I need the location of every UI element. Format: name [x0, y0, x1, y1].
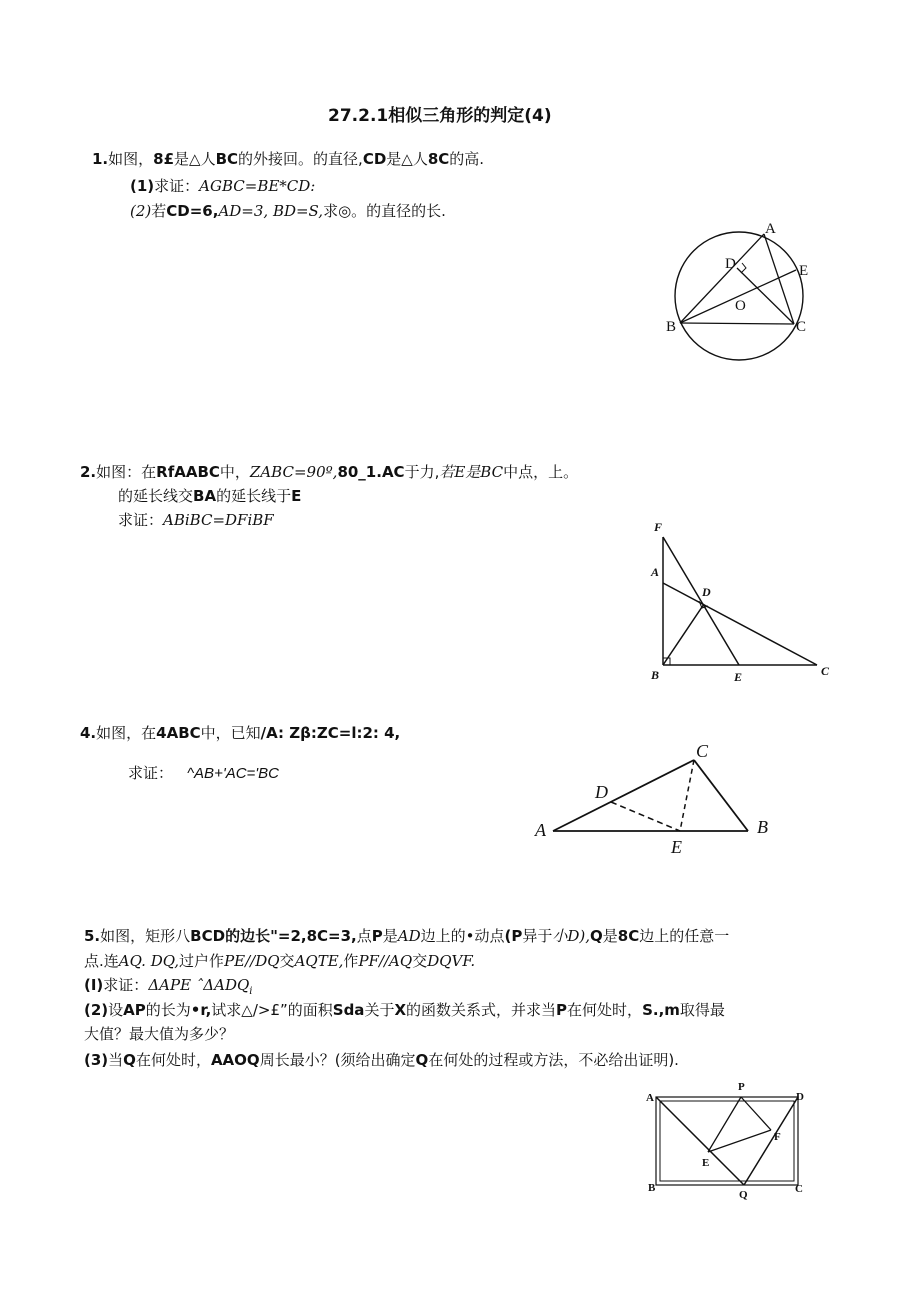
problem-5-part-3: (3)当Q在何处时，AAOQ周长最小？(须给出确定Q在何处的过程或方法，不必给出证明). [84, 1051, 679, 1069]
segment-AC [764, 234, 794, 324]
problem-2-line-2: 的延长线交BA的延长线于E [118, 487, 302, 505]
fig2-label-A: A [651, 565, 660, 579]
fig5-label-E: E [702, 1157, 710, 1169]
problem-4-prove: 求证： ^AB+'AC='BC [128, 764, 279, 782]
segment-AC [553, 760, 694, 831]
fig2-label-C: C [821, 664, 830, 678]
segment-BD [663, 604, 704, 665]
segment-PE [708, 1097, 741, 1152]
problem-5-line-2: 点.连AQ. DQ,过户作PE//DQ交AQTE,作PF//AQ交DQVF. [84, 952, 476, 970]
segment-AB [680, 234, 764, 323]
problem-5-statement: 5.如图，矩形八BCD的边长"=2,8C=3,点P是AD边上的•动点(P异于小D),Q是8C边上的任意一 [84, 927, 730, 945]
figure-2-right-triangle-diagram [640, 515, 840, 690]
fig5-label-F: F [774, 1131, 781, 1143]
problem-5-part-1: (I)求证：ΔAPE ˆΔADQ$_i$ [84, 976, 253, 997]
dashed-DE [611, 802, 680, 831]
figure-1-circle-diagram [660, 218, 820, 368]
fig2-label-D: D [702, 585, 711, 599]
segment-PF [741, 1097, 771, 1130]
fig1-label-O: O [735, 298, 746, 314]
figure-4-triangle-diagram [530, 735, 790, 860]
fig4-label-C: C [696, 741, 709, 761]
dashed-CE [680, 760, 694, 831]
fig4-label-A: A [535, 820, 546, 840]
problem-5-part-2: (2)设AP的长为•r,试求△/>£”的面积Sda关于X的函数关系式，并求当P在何处时，S.,m取得最 [84, 1001, 725, 1019]
segment-FE [663, 537, 739, 665]
fig1-label-B: B [666, 319, 677, 335]
segment-AC [663, 583, 817, 665]
segment-AQ [656, 1097, 744, 1185]
problem-5-part-2-line-2: 大值？最大值为多少？ [84, 1025, 235, 1043]
fig2-label-F: F [654, 520, 663, 534]
segment-CB [694, 760, 748, 831]
fig5-label-P: P [738, 1081, 745, 1093]
problem-2-prove: 求证：ABiBC=DFiBF [118, 511, 274, 529]
fig2-label-B: B [651, 668, 660, 682]
problem-1-part-2: (2)若CD=6,AD=3, BD=S,求◎。的直径的长. [130, 202, 446, 220]
problem-1-part-1: (1)求证：AGBC=BE*CD: [130, 177, 316, 195]
fig5-label-C: C [795, 1183, 803, 1195]
fig1-label-E: E [799, 263, 809, 279]
problem-2-statement: 2.如图：在RfAABC中，ZABC=90º,80_1.AC于力,若E是BC中点，上。 [80, 463, 579, 481]
problem-4-statement: 4.如图，在4ABC中，已知/A: Zβ:ZC=l:2: 4, [80, 724, 401, 742]
right-angle-mark [741, 263, 746, 273]
figure-5-rectangle-diagram [640, 1078, 820, 1203]
problem-1-statement: 1.如图，8£是△人BC的外接回。的直径,CD是△人8C的高. [92, 150, 485, 168]
fig5-label-B: B [648, 1182, 656, 1194]
fig5-label-D: D [796, 1091, 804, 1103]
fig1-label-D: D [725, 256, 736, 272]
page-title: 27.2.1相似三角形的判定(4) [328, 106, 552, 126]
fig4-label-E: E [671, 837, 682, 857]
segment-DQ [744, 1097, 798, 1185]
fig5-label-Q: Q [739, 1189, 748, 1201]
segment-EF [708, 1130, 771, 1152]
altitude-CD [737, 268, 794, 324]
diameter-BE [680, 270, 796, 323]
fig4-label-B: B [757, 817, 768, 837]
fig2-label-E: E [734, 670, 743, 684]
fig4-label-D: D [595, 782, 608, 802]
fig1-label-A: A [765, 221, 776, 237]
fig1-label-C: C [796, 319, 807, 335]
fig5-label-A: A [646, 1092, 654, 1104]
segment-BC [680, 323, 794, 324]
